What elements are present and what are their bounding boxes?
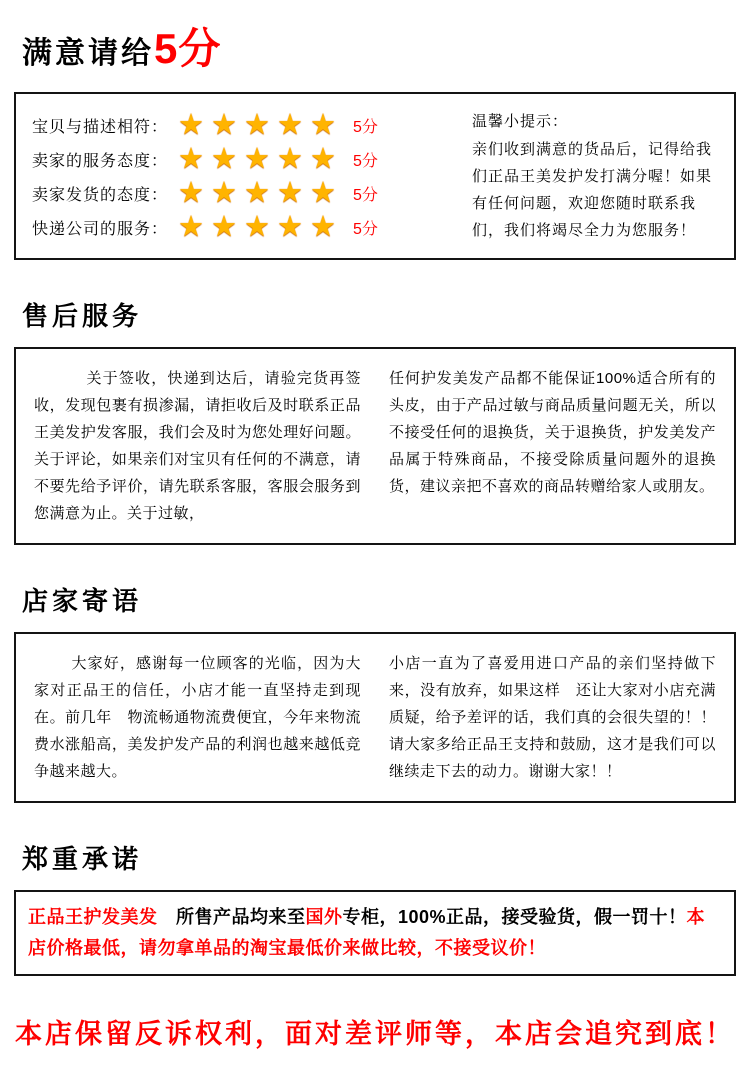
rating-score: 5分 — [353, 152, 378, 170]
promise-seg-price: 本店价格最低，请勿拿单品的淘宝最低价来做比较，不接受议价！ — [28, 907, 706, 958]
star-rating — [178, 176, 343, 209]
promise-seg-black-1: 所售产品均来至 — [157, 907, 306, 927]
rating-list — [32, 108, 472, 244]
promise-seg-black-2: 专柜，100%正品，接受验货，假一罚十！ — [342, 907, 687, 927]
star-rating — [178, 142, 343, 175]
rating-score: 5分 — [353, 220, 378, 238]
rating-score: 5分 — [353, 186, 378, 204]
footer-warning: 本店保留反诉权利，面对差评师等，本店会追究到底！ — [15, 1019, 735, 1049]
rating-box — [14, 92, 736, 260]
section-heading-after-sale: 售后服务 — [22, 301, 143, 331]
star-icon: ★ — [211, 176, 237, 209]
section-heading-store-message: 店家寄语 — [22, 586, 143, 616]
star-icon: ★ — [277, 142, 303, 175]
tips-body: 亲们收到满意的货品后，记得给我们正品王美发护发打满分喔！如果有任何问题，欢迎您随时联系我们，我们将竭尽全力为您服务！ — [472, 141, 713, 239]
store-message-left-text: 大家好，感谢每一位顾客的光临，因为大家对正品王的信任，小店才能一直坚持走到现在。前几年 物流畅通物流费便宜，今年来物流费水涨船高，美发护发产品的利润也越来越低竞争越来越大。 — [34, 655, 361, 780]
star-icon: ★ — [178, 176, 204, 209]
promise-seg-brand: 正品王护发美发 — [28, 907, 158, 927]
star-icon: ★ — [244, 210, 270, 243]
tips-title: 温馨小提示： — [472, 113, 569, 130]
promise-box — [14, 890, 736, 976]
star-icon: ★ — [211, 142, 237, 175]
star-icon: ★ — [310, 210, 336, 243]
rating-row — [32, 142, 472, 176]
rating-label: 快递公司的服务： — [32, 220, 169, 238]
star-icon: ★ — [310, 142, 336, 175]
star-icon: ★ — [277, 176, 303, 209]
star-icon: ★ — [178, 108, 204, 141]
rating-label: 宝贝与描述相符： — [32, 118, 169, 136]
star-icon: ★ — [277, 210, 303, 243]
star-rating — [178, 210, 343, 243]
star-icon: ★ — [178, 142, 204, 175]
star-icon: ★ — [211, 108, 237, 141]
rating-score: 5分 — [353, 118, 378, 136]
tips-panel — [472, 108, 724, 244]
star-icon: ★ — [244, 142, 270, 175]
page-title — [14, 16, 736, 76]
section-heading-promise: 郑重承诺 — [22, 844, 143, 874]
after-sale-box — [14, 347, 736, 545]
star-icon: ★ — [244, 108, 270, 141]
star-icon: ★ — [244, 176, 270, 209]
star-icon: ★ — [310, 108, 336, 141]
star-icon: ★ — [277, 108, 303, 141]
rating-row — [32, 176, 472, 210]
star-icon: ★ — [211, 210, 237, 243]
after-sale-right-text: 任何护发美发产品都不能保证100%适合所有的头皮，由于产品过敏与商品质量问题无关，所以不接受任何的退换货，关于退换货，护发美发产品属于特殊商品，不接受除质量问题外的退换货，建议亲把不喜欢的商品转赠给家人或朋友。 — [389, 370, 716, 495]
rating-label: 卖家发货的态度： — [32, 186, 169, 204]
rating-row — [32, 210, 472, 244]
page-title-score: 5分 — [154, 25, 222, 72]
store-message-right-text: 小店一直为了喜爱用进口产品的亲们坚持做下来，没有放弃，如果这样 还让大家对小店充满质疑，给予差评的话，我们真的会很失望的！！请大家多给正品王支持和鼓励，这才是我们可以继续走下去的动力。谢谢大家！！ — [389, 655, 716, 780]
star-rating — [178, 108, 343, 141]
star-icon: ★ — [178, 210, 204, 243]
rating-label: 卖家的服务态度： — [32, 152, 169, 170]
promise-seg-abroad: 国外 — [305, 907, 343, 927]
rating-row — [32, 108, 472, 142]
store-message-box — [14, 632, 736, 803]
page-title-text: 满意请给 — [22, 37, 154, 70]
after-sale-left-text: 关于签收，快递到达后，请验完货再签收，发现包裹有损渗漏，请拒收后及时联系正品王美发护发客服，我们会及时为您处理好问题。关于评论，如果亲们对宝贝有任何的不满意，请不要先给予评价，请先联系客服，客服会服务到您满意为止。关于过敏， — [34, 370, 361, 522]
star-icon: ★ — [310, 176, 336, 209]
